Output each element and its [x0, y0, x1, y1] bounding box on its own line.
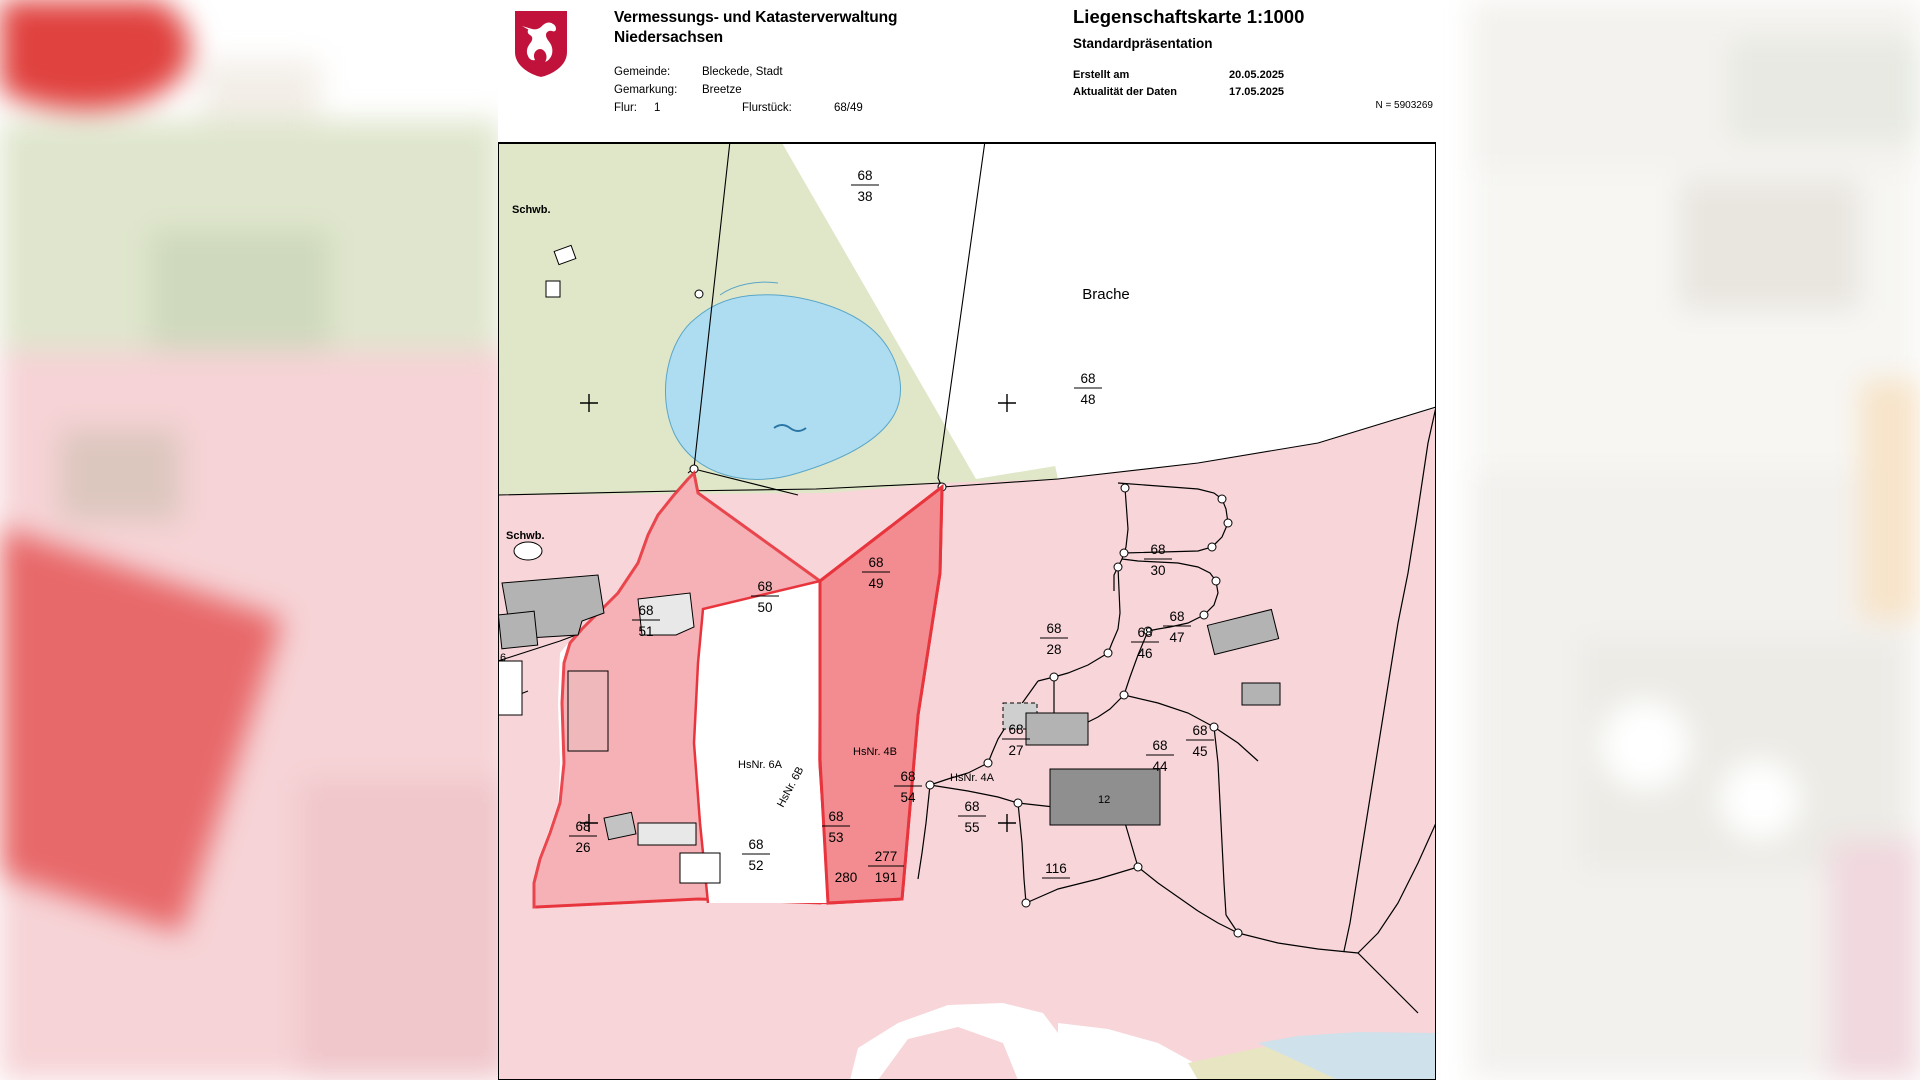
meta-gemarkung-value: Breetze [702, 84, 742, 97]
parcel-label-68-38-bottom: 38 [857, 189, 873, 204]
north-coordinate-label: N = 5903269 [1375, 100, 1433, 111]
house-number-6a: HsNr. 6A [738, 759, 783, 771]
parcel-label-68-47-top: 68 [1169, 609, 1185, 624]
coat-of-arms-icon [512, 8, 570, 80]
meta-gemarkung-label: Gemarkung: [614, 84, 678, 97]
parcel-label-116: 116 [1045, 861, 1067, 876]
meta-gemeinde [614, 63, 863, 81]
parcel-label-68-45-bottom: 45 [1192, 744, 1208, 759]
building-number-6: 6 [500, 652, 507, 664]
meta-flur-flurstueck [614, 99, 863, 117]
meta-flur-value: 1 [654, 102, 661, 115]
parcel-label-68-53-top: 68 [828, 809, 844, 824]
parcel-label-68-52-top: 68 [748, 837, 764, 852]
parcel-label-68-53-bottom: 53 [828, 830, 844, 845]
map-canvas[interactable] [498, 143, 1436, 1080]
parcel-label-68-51-top: 68 [638, 603, 654, 618]
parcel-label-68-49-bottom: 49 [868, 576, 884, 591]
background-blur-left [0, 0, 510, 1080]
authority-title [614, 8, 897, 49]
parcel-label-68-38-top: 68 [857, 168, 873, 183]
parcel-label-68-48-bottom: 48 [1080, 392, 1096, 407]
parcel-label-68-55-bottom: 55 [964, 820, 980, 835]
meta-gemeinde-value: Bleckede, Stadt [702, 66, 783, 78]
header-meta-block [614, 63, 863, 117]
actuality-value: 17.05.2025 [1229, 86, 1285, 99]
house-number-6b: HsNr. 6B [775, 764, 807, 810]
meta-flurstueck-label: Flurstück: [742, 102, 792, 115]
header-dates [1073, 67, 1284, 101]
parcel-label-68-45-top: 68 [1192, 723, 1208, 738]
meta-gemarkung [614, 81, 863, 99]
parcel-label-68-30-top: 68 [1150, 542, 1166, 557]
actuality-label: Aktualität der Daten [1073, 86, 1177, 99]
parcel-label-68-51-bottom: 51 [638, 624, 654, 639]
parcel-label-68-55-top: 68 [964, 799, 980, 814]
parcel-label-68-50-bottom: 50 [757, 600, 773, 615]
parcel-label-68-28-bottom: 28 [1046, 642, 1062, 657]
parcel-label-68-27-bottom: 27 [1008, 743, 1024, 758]
header-right-block [1073, 0, 1436, 142]
meta-flurstueck-value: 68/49 [834, 102, 863, 115]
actuality-row [1073, 84, 1284, 101]
map-title: Liegenschaftskarte 1:1000 [1073, 6, 1305, 27]
parcel-label-68-46-bottom: 46 [1137, 646, 1153, 661]
meta-gemeinde-label: Gemeinde: [614, 66, 671, 78]
presentation-label: Standardpräsentation [1073, 36, 1213, 51]
label-brache: Brache [1082, 286, 1130, 303]
meta-flur-label: Flur: [614, 102, 637, 115]
house-number-4b: HsNr. 4B [853, 746, 898, 758]
authority-line-2: Niedersachsen [614, 29, 723, 47]
parcel-label-68-54-bottom: 54 [900, 790, 916, 805]
parcel-label-68-26-bottom: 26 [575, 840, 591, 855]
parcel-label-68-44-bottom: 44 [1152, 759, 1168, 774]
parcel-label-68-28-top: 68 [1046, 621, 1062, 636]
cadastral-map-svg[interactable] [498, 143, 1436, 1080]
parcel-label-68-50-top: 68 [757, 579, 773, 594]
parcel-label-68-46-top: 68 [1137, 625, 1153, 640]
parcel-label-68-26-top: 68 [575, 819, 591, 834]
house-number-4a: HsNr. 4A [950, 772, 995, 784]
authority-line-1: Vermessungs- und Katasterverwaltung [614, 9, 898, 26]
parcel-label-68-49-top: 68 [868, 555, 884, 570]
background-blur-right [1470, 0, 1920, 1080]
parcel-label-68-48-top: 68 [1080, 371, 1096, 386]
created-value: 20.05.2025 [1229, 69, 1285, 81]
created-row [1073, 67, 1284, 84]
parcel-label-68-30-bottom: 30 [1150, 563, 1166, 578]
label-schwb-north: Schwb. [512, 204, 551, 216]
parcel-label-68-27-top: 68 [1008, 722, 1024, 737]
building-number-12: 12 [1098, 794, 1111, 806]
map-header [498, 0, 1436, 143]
parcel-label-277-top: 277 [874, 849, 898, 864]
parcel-label-280: 280 [834, 870, 858, 885]
parcel-label-68-47-bottom: 47 [1169, 630, 1185, 645]
label-schwb-west: Schwb. [506, 530, 545, 542]
created-label: Erstellt am [1073, 69, 1130, 81]
parcel-label-277-bottom: 191 [874, 870, 898, 885]
parcel-label-68-52-bottom: 52 [748, 858, 764, 873]
parcel-label-68-44-top: 68 [1152, 738, 1168, 753]
cadastral-map-sheet [498, 0, 1436, 1080]
parcel-label-68-54-top: 68 [900, 769, 916, 784]
